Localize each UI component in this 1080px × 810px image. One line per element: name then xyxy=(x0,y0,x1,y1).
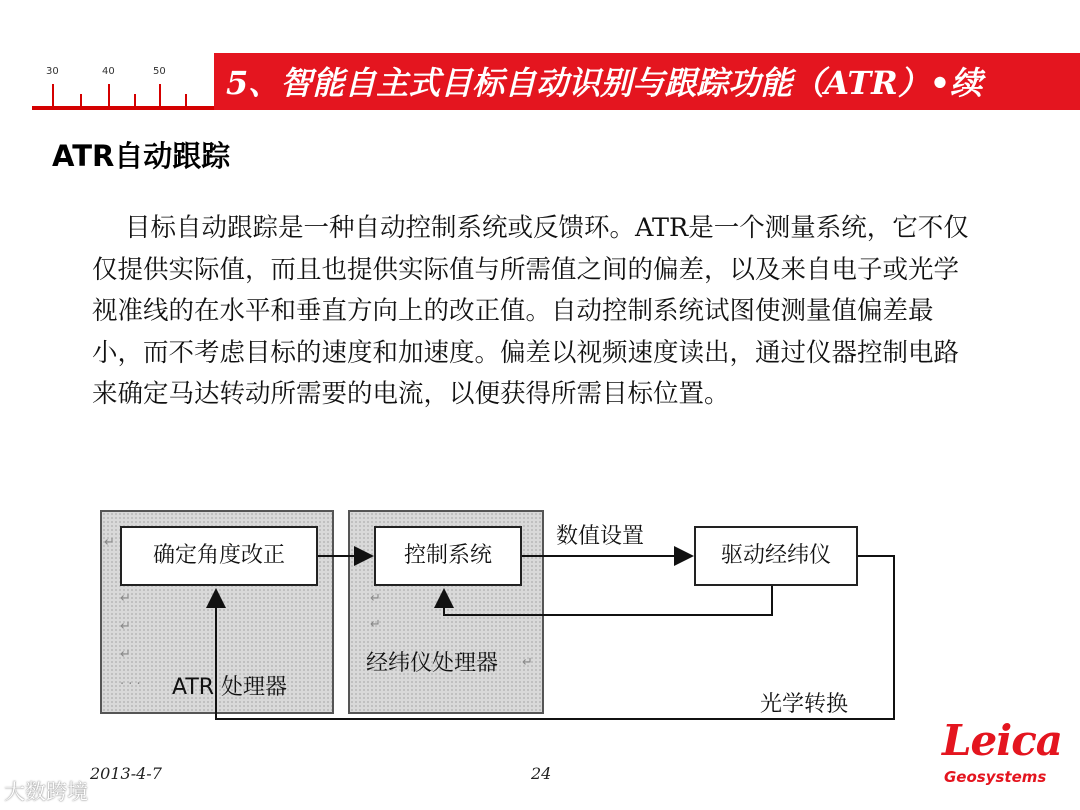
box-control-system: 控制系统 xyxy=(374,526,522,586)
section-heading: ATR自动跟踪 xyxy=(52,139,231,173)
paragraph-mark: ↵ xyxy=(370,591,381,606)
ruler-baseline xyxy=(32,106,214,110)
label-theodolite-processor: 经纬仪处理器 xyxy=(366,651,499,676)
paragraph-mark: ↵ xyxy=(120,591,131,606)
ruler-tick xyxy=(185,94,187,106)
header-ruler xyxy=(32,60,214,112)
paragraph-mark: ↵ xyxy=(370,617,381,632)
watermark: 大数跨境 xyxy=(4,780,88,804)
page-number: 24 xyxy=(531,764,552,783)
footer-date: 2013-4-7 xyxy=(90,764,162,783)
slide-title: 5、智能自主式目标自动识别与跟踪功能（ATR）•续 xyxy=(214,53,1080,110)
box-confirm-angle-correction: 确定角度改正 xyxy=(120,526,318,586)
body-paragraph: 目标自动跟踪是一种自动控制系统或反馈环。ATR是一个测量系统，它不仅仅提供实际值，而且也提供实际值与所需值之间的偏差，以及来自电子或光学视准线的在水平和垂直方向上的改正值。自动控制系统试图使测量值偏差最小，而不考虑目标的速度和加速度。偏差以视频速度读出，通过仪器控制电路来确定马达转动所需要的电流，以便获得所需目标位置。 xyxy=(92,213,969,409)
paragraph-mark: ↵ xyxy=(104,535,115,550)
label-optical-conversion: 光学转换 xyxy=(760,692,849,717)
paragraph-mark: ↵ xyxy=(522,655,533,670)
ruler-label-50: 50 xyxy=(153,66,166,77)
paragraph-mark: ↵ xyxy=(120,619,131,634)
ruler-label-30: 30 xyxy=(46,66,59,77)
atr-block-diagram xyxy=(92,505,912,730)
paragraph-mark: · · · xyxy=(120,677,141,692)
leica-logo: Leica xyxy=(942,716,1062,765)
ruler-tick xyxy=(159,84,161,106)
arrow-drive-feedback xyxy=(444,586,772,615)
box-drive-theodolite: 驱动经纬仪 xyxy=(694,526,858,586)
geosystems-logo-text: Geosystems xyxy=(944,768,1047,786)
label-numeric-setting: 数值设置 xyxy=(556,524,645,549)
ruler-label-40: 40 xyxy=(102,66,115,77)
paragraph-mark: ↵ xyxy=(120,647,131,662)
ruler-tick xyxy=(52,84,54,106)
label-atr-processor: ATR 处理器 xyxy=(172,675,288,700)
ruler-tick xyxy=(80,94,82,106)
ruler-tick xyxy=(108,84,110,106)
ruler-tick xyxy=(134,94,136,106)
